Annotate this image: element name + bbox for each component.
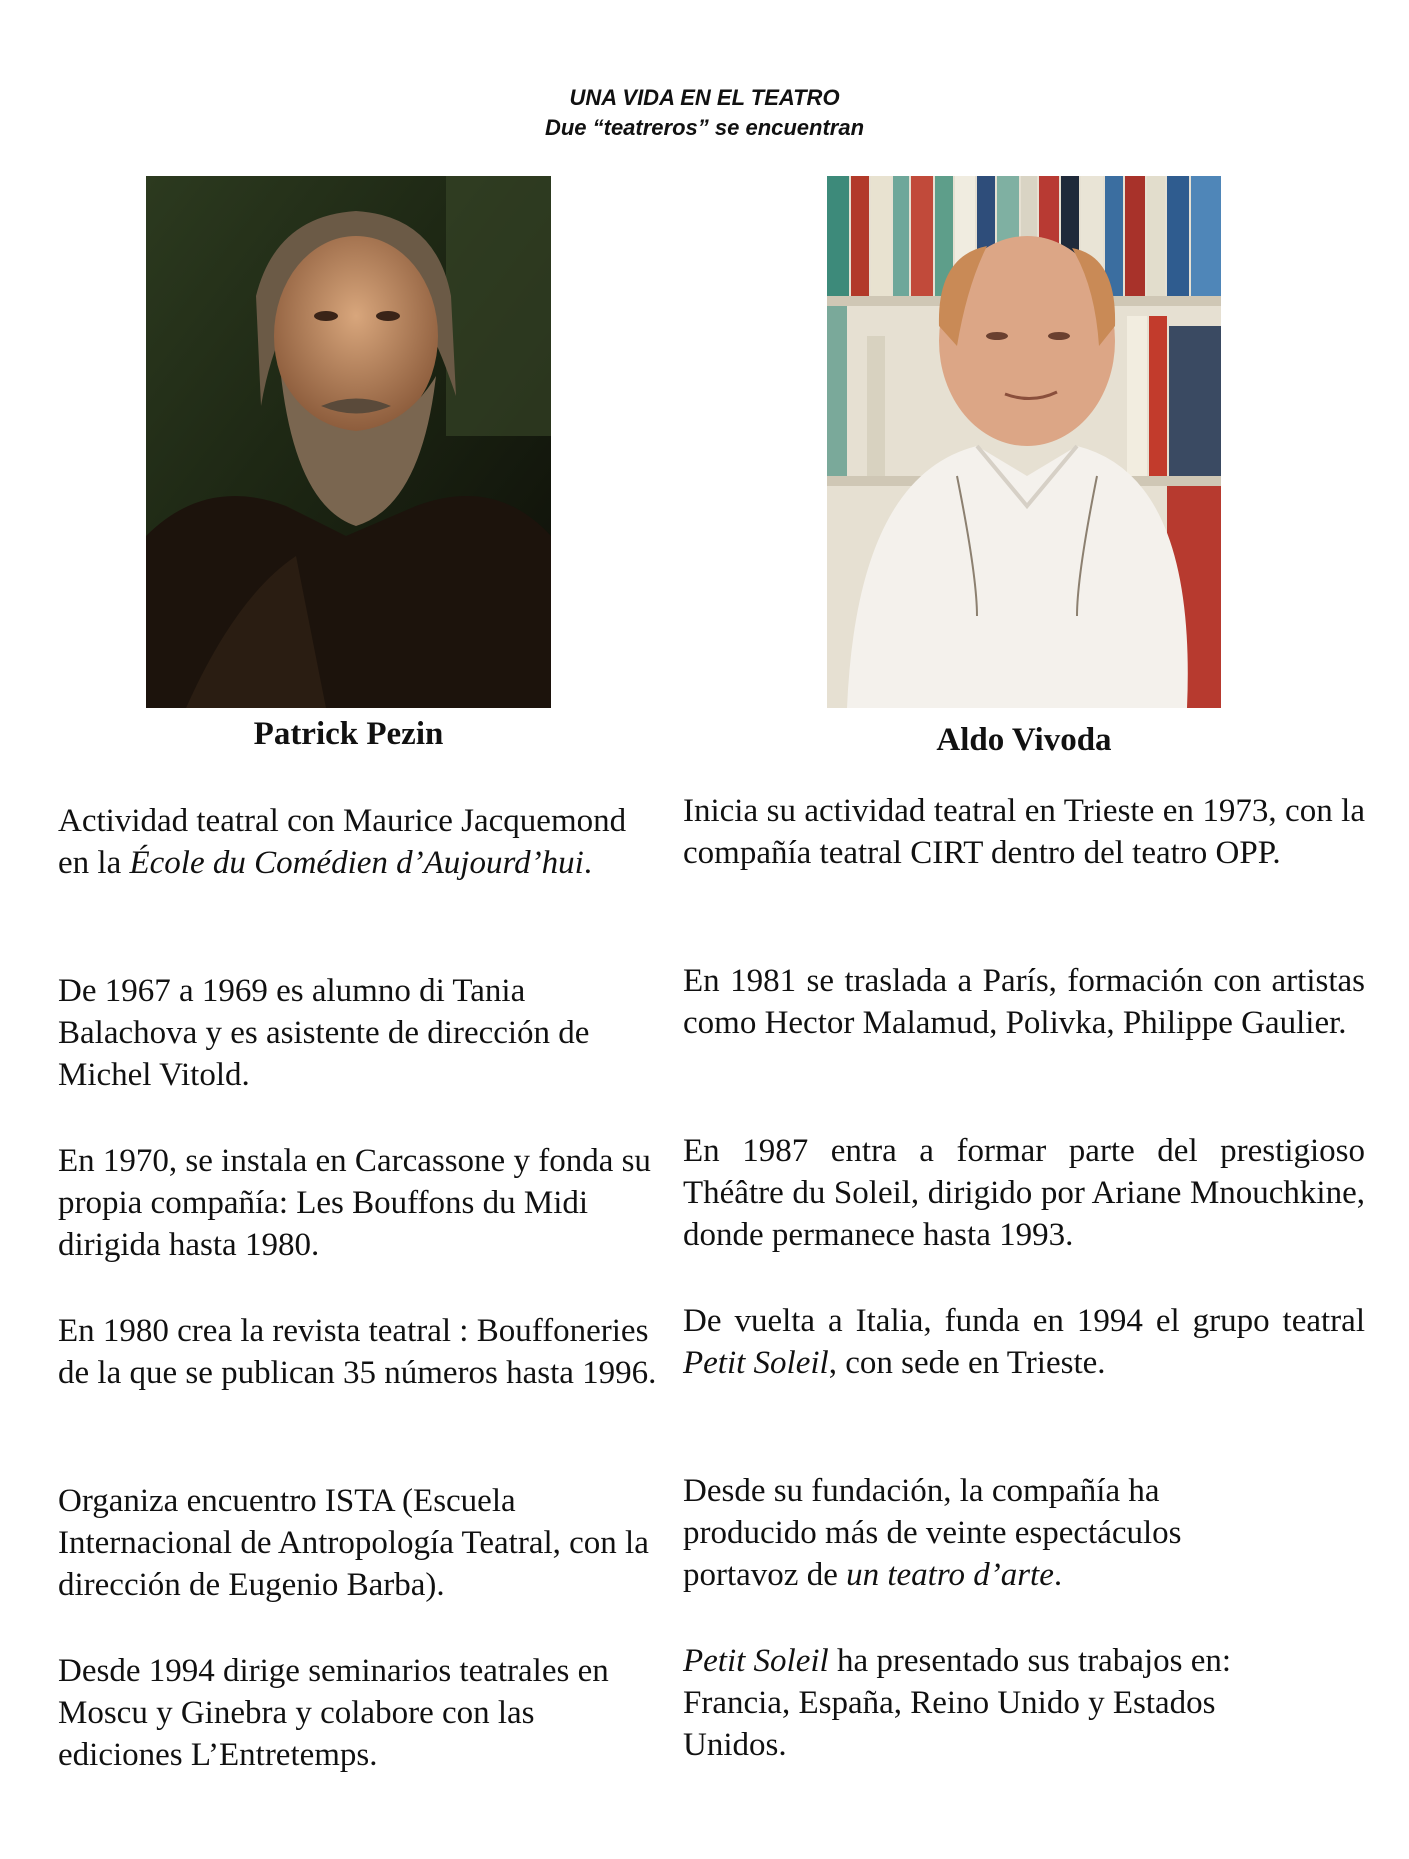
left-paragraph: De 1967 a 1969 es alumno di Tania Balachova y es asistente de dirección de Michel Vitold. [58,973,590,1093]
portrait-photo-icon [827,176,1221,708]
right-paragraph: En 1981 se traslada a París, formación con artistas como Hector Malamud, Polivka, Philippe Gaulier. [683,963,1365,1041]
page-subtitle: Due “teatreros” se encuentran [544,115,865,140]
patrick-pezin-photo [146,176,551,708]
left-paragraph: En 1980 crea la revista teatral : Bouffoneries de la que se publican 35 números hasta 1996. [58,1313,657,1391]
portrait-photo-icon [146,176,551,708]
left-paragraph: Desde 1994 dirige seminarios teatrales en Moscu y Ginebra y colabore con las ediciones L’Entretemps. [58,1653,609,1773]
name-aldo-vivoda: Aldo Vivoda [936,722,1112,758]
left-paragraph: Actividad teatral con Maurice Jacquemond en la École du Comédien d’Aujourd’hui. [58,803,627,881]
right-paragraph: Petit Soleil ha presentado sus trabajos en: Francia, España, Reino Unido y Estados Unidos. [683,1643,1232,1763]
right-paragraph: Desde su fundación, la compañía ha producido más de veinte espectáculos portavoz de un teatro d’arte. [683,1473,1182,1593]
left-paragraph: Organiza encuentro ISTA (Escuela Internacional de Antropología Teatral, con la dirección de Eugenio Barba). [58,1483,649,1603]
right-paragraph: De vuelta a Italia, funda en 1994 el grupo teatral Petit Soleil, con sede en Trieste. [683,1303,1365,1381]
page-title: UNA VIDA EN EL TEATRO [569,85,840,110]
left-paragraph: En 1970, se instala en Carcassone y fonda su propia compañía: Les Bouffons du Midi dirigida hasta 1980. [58,1143,651,1263]
right-paragraph: Inicia su actividad teatral en Trieste en 1973, con la compañía teatral CIRT dentro del teatro OPP. [683,793,1365,871]
right-paragraph: En 1987 entra a formar parte del prestigioso Théâtre du Soleil, dirigido por Ariane Mnouchkine, donde permanece hasta 1993. [683,1133,1365,1253]
aldo-vivoda-photo [827,176,1221,708]
name-patrick-pezin: Patrick Pezin [253,716,444,752]
